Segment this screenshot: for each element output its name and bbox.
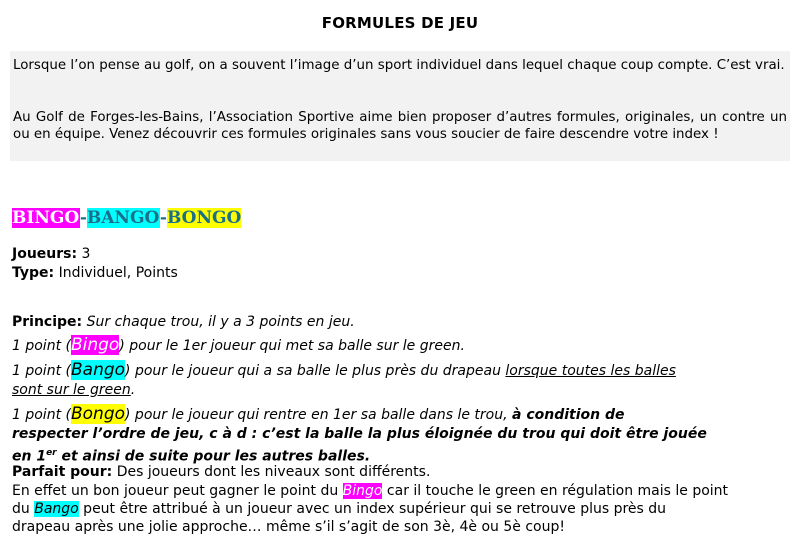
- point-bango-condition-1: lorsque toutes les balles: [505, 363, 676, 379]
- point-bongo-bold-start: en 1: [12, 448, 47, 465]
- heading-separator: -: [79, 208, 87, 228]
- type-value: Individuel, Points: [54, 265, 178, 281]
- players-value: 3: [77, 246, 91, 262]
- point-bango-word: Bango: [70, 360, 126, 380]
- principle-text: Sur chaque trou, il y a 3 points en jeu.: [82, 314, 355, 330]
- explanation-1b: car il touche le green en régulation mais le point: [382, 483, 729, 499]
- players-line: [12, 245, 90, 263]
- explanation-1a: En effet un bon joueur peut gagner le point du: [12, 483, 343, 499]
- explanation-bango: Bango: [34, 501, 79, 517]
- players-label: Joueurs:: [12, 246, 78, 262]
- heading-bango: BANGO: [86, 208, 160, 228]
- formula-heading: [12, 208, 241, 228]
- suited-for-label: Parfait pour:: [12, 464, 113, 480]
- point-bongo-condition-1: à condition de: [512, 407, 625, 423]
- suited-for-line: [12, 463, 430, 481]
- page-title: FORMULES DE JEU: [321, 14, 479, 32]
- type-line: [12, 264, 178, 282]
- point-bongo-line: [12, 405, 625, 424]
- heading-bingo: BINGO: [12, 208, 80, 228]
- point-bango-line-2: [12, 381, 135, 399]
- point-bango-condition-2: sont sur le green: [12, 382, 131, 398]
- type-label: Type:: [12, 265, 55, 281]
- point-bango-post: ) pour le joueur qui a sa balle le plus près du drapeau: [125, 363, 506, 379]
- point-bongo-word: Bongo: [70, 404, 126, 424]
- point-bongo-superscript: er: [46, 448, 57, 458]
- explanation-line-1: [12, 482, 728, 500]
- principle-line: [12, 313, 355, 331]
- heading-bongo: BONGO: [166, 208, 242, 228]
- point-bingo-pre: 1 point (: [12, 338, 71, 354]
- explanation-line-2: [12, 500, 666, 518]
- point-bingo-word: Bingo: [70, 335, 120, 355]
- suited-for-text: Des joueurs dont les niveaux sont différents.: [112, 464, 431, 480]
- intro-paragraph-1: Lorsque l’on pense au golf, on a souvent l’image d’un sport individuel dans lequel chaque coup compte. C’est vrai.: [13, 58, 785, 73]
- point-bongo-line-2: respecter l’ordre de jeu, c à d : c’est la balle la plus éloignée du trou qui doit être jouée: [12, 426, 707, 442]
- point-bingo-line: [12, 336, 465, 355]
- explanation-2a: du: [12, 501, 35, 517]
- point-bango-pre: 1 point (: [12, 363, 71, 379]
- explanation-line-3: drapeau après une jolie approche… même s’il s’agit de son 3è, 4è ou 5è coup!: [12, 519, 565, 535]
- point-bongo-bold-end: et ainsi de suite pour les autres balles.: [56, 448, 371, 465]
- point-bango-end: .: [130, 382, 136, 398]
- intro-paragraph-2: Au Golf de Forges-les-Bains, l’Association Sportive aime bien proposer d’autres formules, originales, un contre un ou en équipe. Venez découvrir ces formules originales sans vous soucier de faire descendre votre index !: [13, 110, 787, 142]
- heading-separator: -: [159, 208, 167, 228]
- principle-label: Principe:: [12, 314, 83, 330]
- point-bongo-post: ) pour le joueur qui rentre en 1er sa balle dans le trou,: [125, 407, 512, 423]
- explanation-bingo: Bingo: [342, 483, 383, 499]
- explanation-2b: peut être attribué à un joueur avec un index supérieur qui se retrouve plus près du: [78, 501, 667, 517]
- point-bingo-post: ) pour le 1er joueur qui met sa balle sur le green.: [119, 338, 465, 354]
- point-bongo-pre: 1 point (: [12, 407, 71, 423]
- point-bango-line: [12, 361, 676, 380]
- intro-box: [10, 51, 790, 161]
